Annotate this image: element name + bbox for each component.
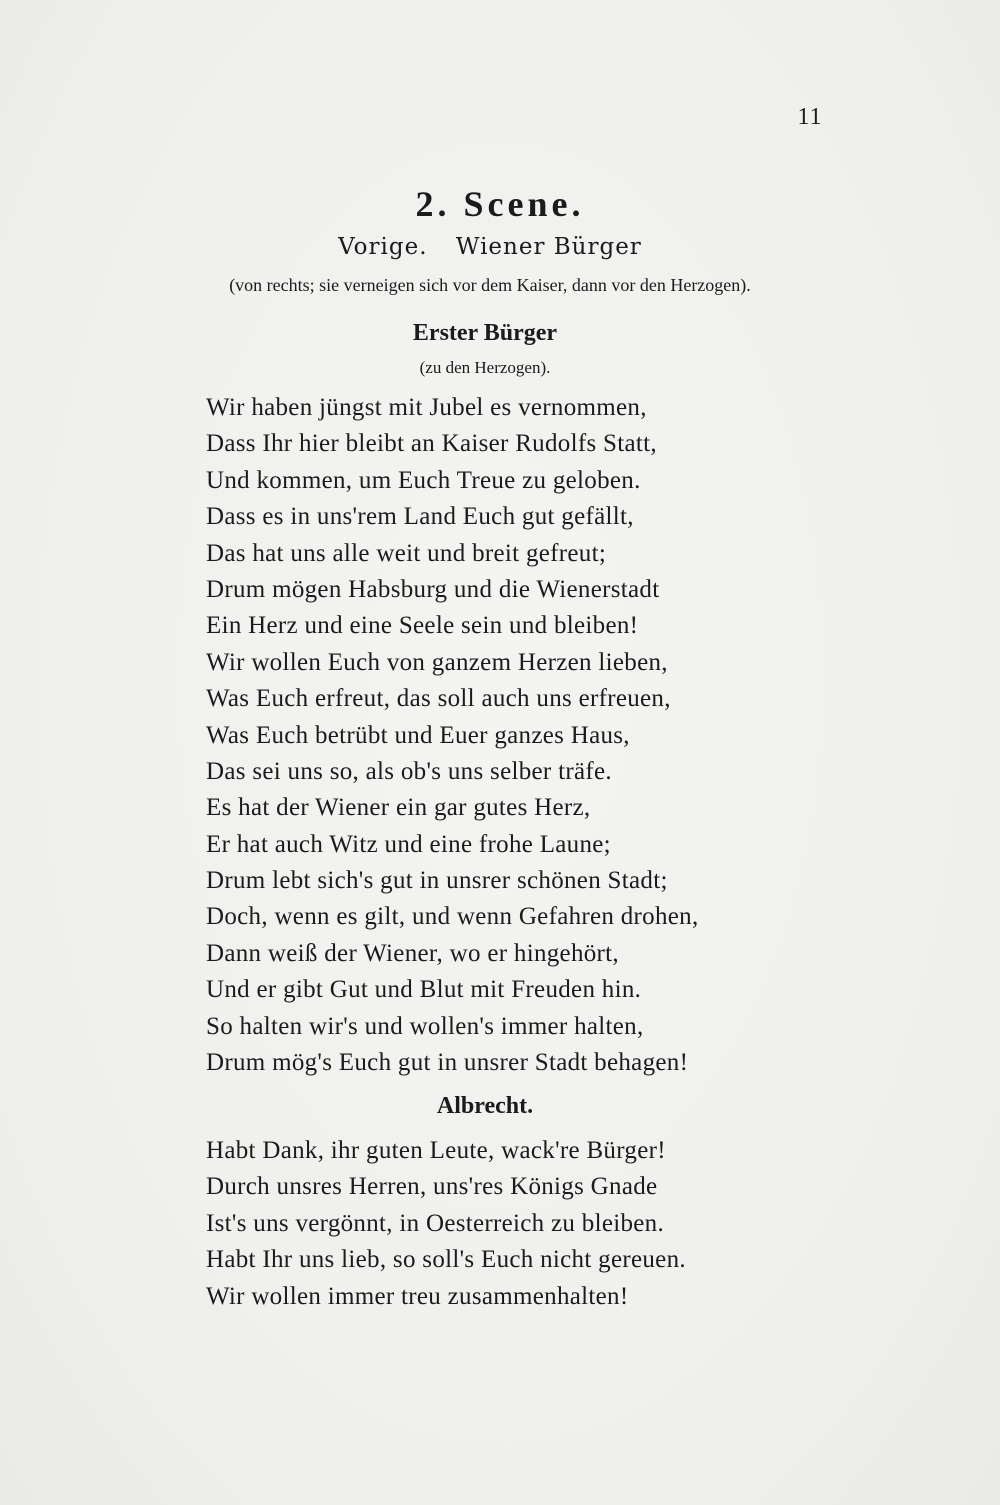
verse-block <box>206 390 766 1081</box>
speaker-name: Erster Bürger <box>412 320 558 346</box>
verse-line: Ist's uns vergönnt, in Oesterreich zu bleiben. <box>206 1209 665 1237</box>
character-name: Wiener Bürger <box>455 234 642 260</box>
page-number: 11 <box>797 104 823 130</box>
character-name: Vorige. <box>338 234 428 260</box>
speaker-name: Albrecht. <box>436 1093 534 1119</box>
verse-line: Und kommen, um Euch Treue zu geloben. <box>206 466 641 494</box>
speaker-direction: (zu den Herzogen). <box>419 358 551 377</box>
verse-line: Was Euch erfreut, das soll auch uns erfreuen, <box>206 685 671 713</box>
verse-line: Drum lebt sich's gut in unsrer schönen Stadt; <box>206 867 668 895</box>
stage-direction: (von rechts; sie verneigen sich vor dem Kaiser, dann vor den Herzogen). <box>229 275 751 295</box>
verse-line: Das hat uns alle weit und breit gefreut; <box>206 539 607 567</box>
verse-line: Und er gibt Gut und Blut mit Freuden hin. <box>206 976 642 1004</box>
verse-line: Habt Ihr uns lieb, so soll's Euch nicht gereuen. <box>206 1246 686 1274</box>
verse-line: Drum mög's Euch gut in unsrer Stadt behagen! <box>206 1049 689 1077</box>
verse-line: Drum mögen Habsburg und die Wienerstadt <box>206 575 660 603</box>
scene-title: 2. Scene. <box>415 184 585 224</box>
verse-line: Er hat auch Witz und eine frohe Laune; <box>206 830 611 858</box>
verse-line: Dann weiß der Wiener, wo er hingehört, <box>206 939 619 967</box>
verse-line: Doch, wenn es gilt, und wenn Gefahren drohen, <box>206 903 699 931</box>
verse-line: Habt Dank, ihr guten Leute, wack're Bürger! <box>206 1137 666 1164</box>
verse-line: Wir wollen immer treu zusammenhalten! <box>206 1282 629 1310</box>
verse-line: Ein Herz und eine Seele sein und bleiben! <box>206 612 639 640</box>
verse-line: Was Euch betrübt und Euer ganzes Haus, <box>206 721 630 749</box>
verse-line: Dass es in uns'rem Land Euch gut gefällt, <box>206 503 634 531</box>
character-list <box>0 234 980 260</box>
verse-line: Es hat der Wiener ein gar gutes Herz, <box>206 794 591 822</box>
verse-line: Das sei uns so, als ob's uns selber träfe. <box>206 757 612 785</box>
verse-block <box>206 1133 766 1315</box>
verse-line: Wir haben jüngst mit Jubel es vernommen, <box>206 394 647 421</box>
verse-line: So halten wir's und wollen's immer halten, <box>206 1012 644 1040</box>
verse-line: Dass Ihr hier bleibt an Kaiser Rudolfs Statt, <box>206 430 657 458</box>
verse-line: Wir wollen Euch von ganzem Herzen lieben, <box>206 648 668 676</box>
verse-line: Durch unsres Herren, uns'res Königs Gnade <box>206 1173 658 1201</box>
